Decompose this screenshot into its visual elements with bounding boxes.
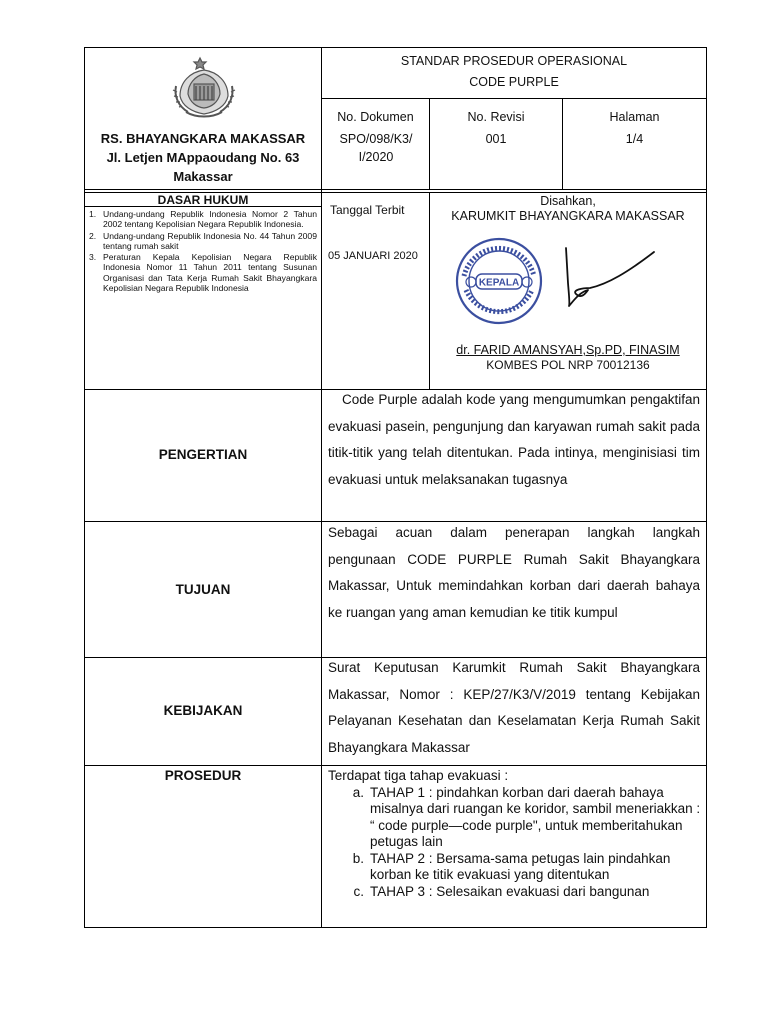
- official-stamp: [454, 236, 544, 326]
- kebijakan-label: KEBIJAKAN: [163, 703, 243, 718]
- kebijakan-text: Surat Keputusan Karumkit Rumah Sakit Bhayangkara Makassar, Nomor : KEP/27/K3/V/2019 tentang Kebijakan Pelayanan Kesehatan dan Keselamatan Kerja Rumah Sakit Bhayangkara Makassar: [328, 660, 700, 755]
- list-item: 2. Undang-undang Republik Indonesia No. 44 Tahun 2009 tentang rumah sakit: [89, 230, 317, 251]
- document-title-line1: STANDAR PROSEDUR OPERASIONAL: [400, 54, 628, 68]
- page-value: 1/4: [625, 132, 644, 146]
- doc-number-label: No. Dokumen: [337, 110, 414, 124]
- issue-date-value: 05 JANUARI 2020: [328, 250, 418, 262]
- pengertian-label: PENGERTIAN: [158, 447, 248, 462]
- pengertian-text: Code Purple adalah kode yang mengumumkan pengaktifan evakuasi pasein, pengunjung dan karyawan rumah sakit pada titik-titik yang telah ditentukan. Pada intinya, menginisiasi tim evakuasi untuk melaksanakan tugasnya: [328, 392, 700, 487]
- approval-line1: Disahkan,: [540, 194, 596, 208]
- list-item: c. TAHAP 3 : Selesaikan evakuasi dari bangunan: [353, 883, 650, 899]
- list-item: 1. Undang-undang Republik Indonesia Nomor 2 Tahun 2002 tentang Kepolisian Negara Republik Indonesia.: [89, 209, 317, 230]
- list-item: b. TAHAP 2 : Bersama-sama petugas lain pindahkan korban ke titik evakuasi yang ditentukan: [352, 850, 671, 882]
- prosedur-intro: Terdapat tiga tahap evakuasi :: [328, 768, 509, 783]
- document-title-line2: CODE PURPLE: [469, 75, 559, 89]
- approver-rank: KOMBES POL NRP 70012136: [486, 358, 650, 372]
- stamp-label: KEPALA: [478, 277, 520, 289]
- list-item: 3. Peraturan Kepala Kepolisian Negara Republik Indonesia Nomor 11 Tahun 2011 tentang Susunan Organisasi dan Tata Kerja Rumah Sakit Bhayangkara Kepolisian Negara Republik Indonesia: [89, 252, 317, 294]
- dasar-hukum-title: DASAR HUKUM: [157, 193, 249, 207]
- page-label: Halaman: [609, 110, 660, 124]
- police-emblem: [168, 56, 240, 120]
- dasar-hukum-list: [89, 209, 317, 294]
- revision-value: 001: [485, 132, 507, 146]
- hospital-address: Jl. Letjen MAppaoudang No. 63: [106, 150, 300, 165]
- list-item: a. TAHAP 1 : pindahkan korban dari daerah bahaya misalnya dari ruangan ke koridor, sambil meneriakkan : “ code purple—code purple", untuk memberitahukan petugas lain: [352, 784, 701, 849]
- revision-label: No. Revisi: [467, 110, 525, 124]
- approval-line2: KARUMKIT BHAYANGKARA MAKASSAR: [451, 209, 685, 223]
- hospital-name: RS. BHAYANGKARA MAKASSAR: [100, 131, 306, 146]
- doc-number-value: SPO/098/K3/ I/2020: [339, 132, 413, 164]
- prosedur-label: PROSEDUR: [164, 768, 242, 783]
- tujuan-text: Sebagai acuan dalam penerapan langkah langkah pengunaan CODE PURPLE Rumah Sakit Bhayangkara Makassar, Untuk memindahkan korban dari daerah bahaya ke ruangan yang aman kemudian ke titik kumpul: [328, 525, 700, 620]
- issue-date-label: Tanggal Terbit: [330, 203, 405, 217]
- hospital-city: Makassar: [173, 169, 233, 184]
- tujuan-label: TUJUAN: [175, 582, 231, 597]
- prosedur-content: [328, 768, 702, 900]
- approver-name: dr. FARID AMANSYAH,Sp.PD, FINASIM: [456, 343, 680, 357]
- signature: [558, 238, 698, 318]
